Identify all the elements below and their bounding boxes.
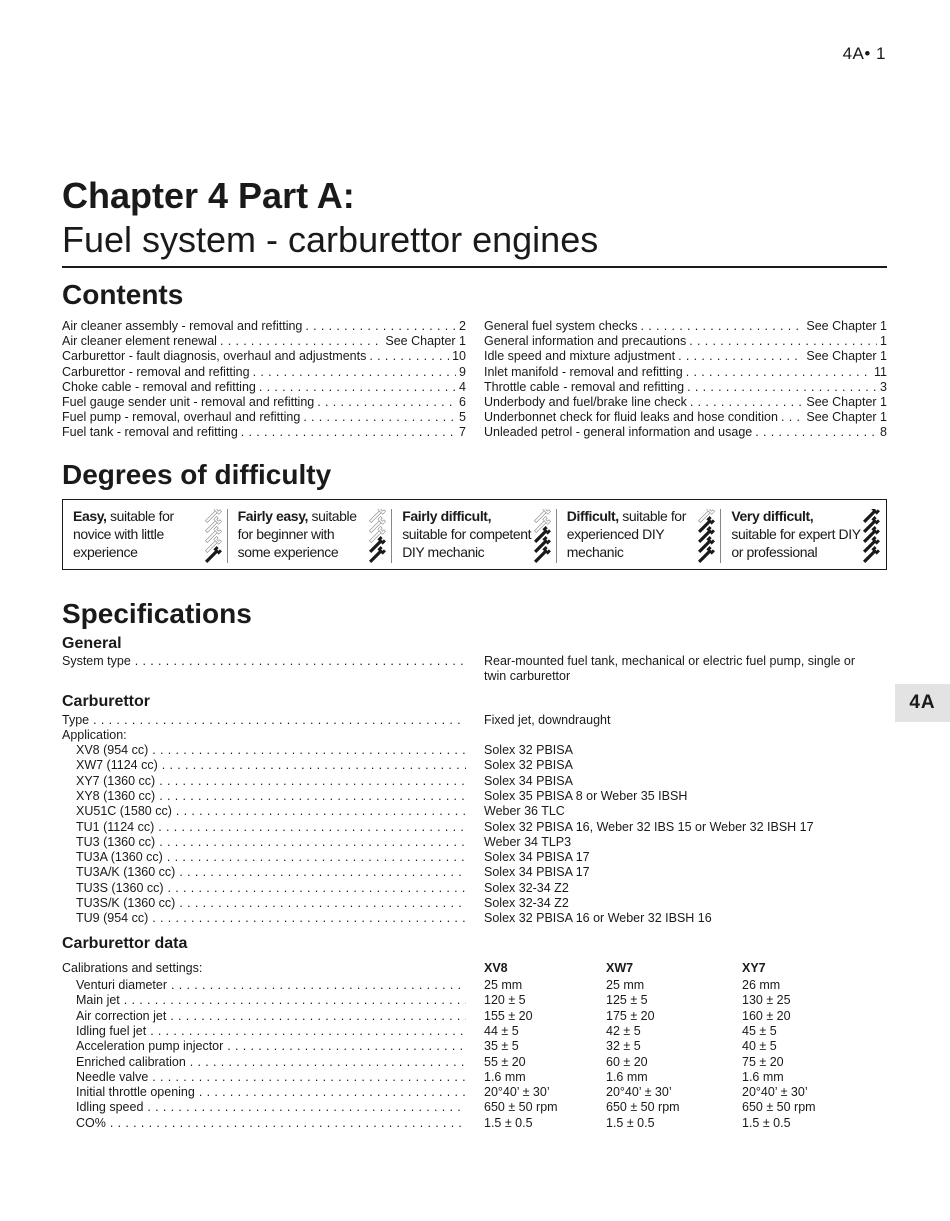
contents-entry-label: Underbody and fuel/brake line check xyxy=(484,395,687,410)
parameter-label: Main jet xyxy=(76,993,120,1008)
engine-label: TU3 (1360 cc) xyxy=(76,834,156,849)
difficulty-level xyxy=(392,507,557,569)
contents-entry-label: Underbonnet check for fluid leaks and hose condition xyxy=(484,410,778,425)
difficulty-text: suitable xyxy=(308,508,357,524)
difficulty-line: DIY mechanic xyxy=(402,544,485,560)
leader-dots xyxy=(179,896,466,911)
carburettor-heading: Carburettor xyxy=(62,693,151,710)
contents-entry-ref: See Chapter 1 xyxy=(806,410,887,425)
leader-dots xyxy=(305,319,456,334)
contents-entry-label: Carburettor - removal and refitting xyxy=(62,364,250,379)
leader-dots xyxy=(369,349,449,364)
leader-dots xyxy=(317,395,456,410)
system-type-label: System type xyxy=(62,654,131,668)
leader-dots xyxy=(110,1116,466,1131)
carburettor-model: Solex 35 PBISA 8 or Weber 35 IBSH xyxy=(484,788,688,803)
difficulty-heading: Degrees of difficulty xyxy=(62,459,332,490)
contents-entry-ref: See Chapter 1 xyxy=(385,334,466,349)
contents-entry-label: Air cleaner element renewal xyxy=(62,334,217,349)
carburettor-model: Solex 34 PBISA 17 xyxy=(484,850,590,865)
difficulty-name: Very difficult, xyxy=(731,508,814,524)
leader-dots xyxy=(162,758,466,773)
engine-label: XY8 (1360 cc) xyxy=(76,788,156,803)
leader-dots xyxy=(259,380,456,395)
parameter-value: 42 ± 5 xyxy=(606,1023,641,1038)
leader-dots xyxy=(171,978,466,993)
contents-entry xyxy=(484,365,887,380)
difficulty-name: Fairly difficult, xyxy=(402,508,492,524)
difficulty-level xyxy=(63,507,228,569)
parameter-value: 120 ± 5 xyxy=(484,993,526,1008)
parameter-value: 32 ± 5 xyxy=(606,1039,641,1054)
parameter-value: 130 ± 25 xyxy=(742,993,791,1008)
contents-entry xyxy=(62,380,466,395)
contents-entry xyxy=(484,410,887,425)
contents-entry xyxy=(484,334,887,349)
carburettor-model: Solex 32-34 Z2 xyxy=(484,880,569,895)
contents-entry-ref: 2 xyxy=(459,319,466,333)
type-label: Type xyxy=(62,713,90,727)
column-header-xw7: XW7 xyxy=(606,961,634,975)
leader-dots xyxy=(755,425,877,440)
parameter-value: 20°40’ ± 30’ xyxy=(742,1085,808,1100)
contents-entry-label: Unleaded petrol - general information and usage xyxy=(484,425,753,440)
parameter-value: 25 mm xyxy=(484,978,523,992)
spanner-icon xyxy=(858,509,882,565)
carburettor-model: Solex 34 PBISA xyxy=(484,773,573,788)
parameter-label: Needle valve xyxy=(76,1069,149,1084)
type-value: Fixed jet, downdraught xyxy=(484,713,611,727)
application-label: Application: xyxy=(62,728,127,742)
leader-dots xyxy=(159,789,466,804)
leader-dots xyxy=(158,820,466,835)
parameter-value: 1.5 ± 0.5 xyxy=(484,1115,533,1130)
contents-entry-label: Air cleaner assembly - removal and refitting xyxy=(62,319,303,333)
contents-entry xyxy=(484,319,887,334)
specifications-heading: Specifications xyxy=(62,598,252,629)
difficulty-line: novice with little xyxy=(73,526,164,542)
column-header-xv8: XV8 xyxy=(484,961,508,975)
contents-entry-ref: 7 xyxy=(459,425,466,440)
general-heading: General xyxy=(62,635,122,652)
leader-dots xyxy=(159,774,466,789)
system-type-value: Rear-mounted fuel tank, mechanical or electric fuel pump, single or xyxy=(484,654,856,668)
spanner-icon xyxy=(529,509,553,565)
parameter-value: 55 ± 20 xyxy=(484,1054,526,1069)
difficulty-name: Fairly easy, xyxy=(237,508,309,524)
carburettor-model: Weber 36 TLC xyxy=(484,804,565,819)
chapter-subtitle: Fuel system - carburettor engines xyxy=(62,219,599,260)
contents-entry-label: General fuel system checks xyxy=(484,319,638,333)
contents-right-column xyxy=(484,319,887,441)
carburettor-model: Solex 32 PBISA xyxy=(484,743,573,757)
contents-entry-label: Fuel tank - removal and refitting xyxy=(62,425,238,440)
chapter-title: Chapter 4 Part A: xyxy=(62,175,355,216)
contents-entry-ref: 6 xyxy=(459,395,466,410)
column-header-xy7: XY7 xyxy=(742,961,766,975)
contents-entry-ref: See Chapter 1 xyxy=(806,349,887,364)
parameter-value: 650 ± 50 rpm xyxy=(484,1100,558,1115)
difficulty-line: experience xyxy=(73,544,138,560)
title-rule xyxy=(62,266,887,268)
difficulty-name: Difficult, xyxy=(566,508,619,524)
parameter-value: 40 ± 5 xyxy=(742,1039,777,1054)
leader-dots xyxy=(150,1024,466,1039)
contents-entry-ref: 4 xyxy=(459,379,466,394)
contents-entry-ref: 9 xyxy=(459,364,466,379)
contents-entry-label: General information and precautions xyxy=(484,334,687,349)
difficulty-line: suitable for competent xyxy=(402,526,532,542)
difficulty-level xyxy=(228,507,393,569)
contents-entry-ref: See Chapter 1 xyxy=(806,319,887,333)
parameter-value: 1.5 ± 0.5 xyxy=(742,1115,791,1130)
parameter-value: 1.6 mm xyxy=(606,1069,648,1084)
chapter-side-tab: 4A xyxy=(895,684,950,722)
engine-label: TU1 (1124 cc) xyxy=(76,819,155,834)
parameter-value: 175 ± 20 xyxy=(606,1008,655,1023)
leader-dots xyxy=(124,993,466,1008)
parameter-value: 26 mm xyxy=(742,978,781,992)
leader-dots xyxy=(167,850,466,865)
leader-dots xyxy=(147,1100,466,1115)
difficulty-text: suitable for xyxy=(618,508,686,524)
leader-dots xyxy=(689,334,877,349)
spanner-icon xyxy=(364,509,388,565)
contents-entry xyxy=(62,319,466,334)
parameter-value: 35 ± 5 xyxy=(484,1039,519,1054)
engine-label: XU51C (1580 cc) xyxy=(76,804,172,819)
engine-label: XW7 (1124 cc) xyxy=(76,758,158,773)
parameter-value: 650 ± 50 rpm xyxy=(606,1100,680,1115)
leader-dots xyxy=(678,349,803,364)
difficulty-level xyxy=(721,507,886,569)
contents-entry xyxy=(484,380,887,395)
engine-label: XY7 (1360 cc) xyxy=(76,773,156,788)
leader-dots xyxy=(159,835,466,850)
contents-entry xyxy=(62,365,466,380)
contents-entry-label: Inlet manifold - removal and refitting xyxy=(484,364,683,379)
difficulty-name: Easy, xyxy=(73,508,107,524)
contents-entry xyxy=(62,349,466,364)
parameter-value: 44 ± 5 xyxy=(484,1023,519,1038)
leader-dots xyxy=(641,319,804,334)
leader-dots xyxy=(227,1039,466,1054)
leader-dots xyxy=(686,365,871,380)
difficulty-line: suitable for expert DIY xyxy=(731,526,861,542)
leader-dots xyxy=(199,1085,466,1100)
parameter-value: 650 ± 50 rpm xyxy=(742,1100,816,1115)
leader-dots xyxy=(253,365,456,380)
parameter-label: CO% xyxy=(76,1115,106,1130)
leader-dots xyxy=(176,804,466,819)
contents-entry-label: Fuel gauge sender unit - removal and refitting xyxy=(62,395,315,410)
contents-entry-ref: See Chapter 1 xyxy=(806,395,887,410)
calibrations-label: Calibrations and settings: xyxy=(62,961,203,975)
difficulty-level xyxy=(557,507,722,569)
difficulty-line: or professional xyxy=(731,544,818,560)
parameter-label: Air correction jet xyxy=(76,1008,167,1023)
leader-dots xyxy=(152,1070,466,1085)
leader-dots xyxy=(168,881,466,896)
contents-entry-ref: 10 xyxy=(452,349,466,364)
contents-entry xyxy=(484,395,887,410)
contents-entry xyxy=(62,395,466,410)
contents-left-column xyxy=(62,319,466,441)
engine-label: TU3S (1360 cc) xyxy=(76,880,164,895)
parameter-value: 75 ± 20 xyxy=(742,1054,784,1069)
contents-entry xyxy=(484,349,887,364)
parameter-value: 25 mm xyxy=(606,978,645,992)
carburettor-model: Solex 32 PBISA 16 or Weber 32 IBSH 16 xyxy=(484,911,712,926)
contents-entry-label: Carburettor - fault diagnosis, overhaul and adjustments xyxy=(62,349,367,364)
parameter-label: Venturi diameter xyxy=(76,978,168,992)
parameter-label: Enriched calibration xyxy=(76,1054,186,1069)
parameter-label: Idling fuel jet xyxy=(76,1023,147,1038)
parameter-value: 160 ± 20 xyxy=(742,1008,791,1023)
difficulty-line: for beginner with xyxy=(237,526,335,542)
carburettor-model: Weber 34 TLP3 xyxy=(484,834,572,849)
difficulty-scale xyxy=(62,499,887,570)
leader-dots xyxy=(690,395,803,410)
leader-dots xyxy=(179,865,466,880)
leader-dots xyxy=(152,743,466,758)
contents-entry-label: Choke cable - removal and refitting xyxy=(62,379,256,394)
spanner-icon xyxy=(693,509,717,565)
contents-heading: Contents xyxy=(62,279,184,310)
carburettor-model: Solex 34 PBISA 17 xyxy=(484,865,590,880)
difficulty-text: suitable for xyxy=(106,508,174,524)
engine-label: TU3A (1360 cc) xyxy=(76,850,163,865)
contents-entry-ref: 3 xyxy=(880,379,887,394)
contents-entry-ref: 8 xyxy=(880,425,887,440)
difficulty-line: mechanic xyxy=(566,544,624,560)
contents-entry-label: Idle speed and mixture adjustment xyxy=(484,349,676,364)
contents-entry xyxy=(62,425,466,440)
contents-entry xyxy=(62,334,466,349)
contents-entry-label: Throttle cable - removal and refitting xyxy=(484,379,685,394)
leader-dots xyxy=(241,425,456,440)
carburettor-data-heading: Carburettor data xyxy=(62,935,188,952)
parameter-value: 60 ± 20 xyxy=(606,1054,648,1069)
parameter-value: 1.6 mm xyxy=(484,1069,526,1084)
carburettor-model: Solex 32 PBISA 16, Weber 32 IBS 15 or Weber 32 IBSH 17 xyxy=(484,819,814,834)
contents-entry xyxy=(484,425,887,440)
leader-dots xyxy=(170,1009,466,1024)
parameter-value: 1.5 ± 0.5 xyxy=(606,1115,655,1130)
parameter-label: Idling speed xyxy=(76,1100,144,1115)
parameter-value: 1.6 mm xyxy=(742,1069,784,1084)
contents-entry-ref: 5 xyxy=(459,410,466,425)
system-type-value-cont: twin carburettor xyxy=(484,669,571,683)
parameter-value: 125 ± 5 xyxy=(606,993,648,1008)
parameter-value: 155 ± 20 xyxy=(484,1008,533,1023)
contents-entry xyxy=(62,410,466,425)
parameter-value: 45 ± 5 xyxy=(742,1023,777,1038)
engine-label: TU3S/K (1360 cc) xyxy=(76,896,176,910)
leader-dots xyxy=(303,410,456,425)
contents-entry-ref: 11 xyxy=(874,364,887,379)
leader-dots xyxy=(152,911,466,926)
parameter-value: 20°40’ ± 30’ xyxy=(484,1085,550,1100)
carburettor-model: Solex 32-34 Z2 xyxy=(484,896,569,910)
parameter-value: 20°40’ ± 30’ xyxy=(606,1085,672,1100)
leader-dots xyxy=(190,1055,466,1070)
spanner-icon xyxy=(200,509,224,565)
engine-label: TU9 (954 cc) xyxy=(76,911,149,926)
leader-dots xyxy=(687,380,877,395)
parameter-label: Acceleration pump injector xyxy=(76,1039,224,1054)
engine-label: TU3A/K (1360 cc) xyxy=(76,865,176,880)
difficulty-line: experienced DIY xyxy=(566,526,665,542)
leader-dots xyxy=(220,334,382,349)
contents-entry-ref: 1 xyxy=(880,334,887,349)
leader-dots xyxy=(781,410,803,425)
page-number: 4A• 1 xyxy=(842,44,886,63)
carburettor-model: Solex 32 PBISA xyxy=(484,758,573,773)
difficulty-line: some experience xyxy=(237,544,339,560)
contents-entry-label: Fuel pump - removal, overhaul and refitting xyxy=(62,410,301,425)
parameter-label: Initial throttle opening xyxy=(76,1085,195,1100)
engine-label: XV8 (954 cc) xyxy=(76,743,149,757)
